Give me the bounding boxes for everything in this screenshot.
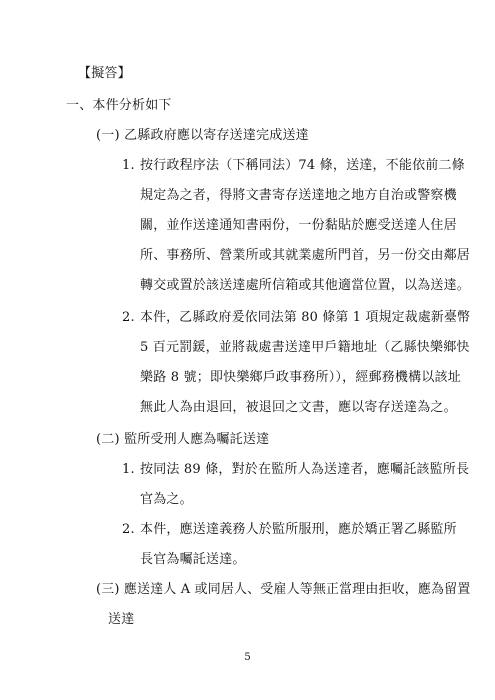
paragraph-line: 所、事務所、營業所或其就業處所門首，另一份交由鄰居: [140, 248, 471, 263]
subsection-title: (三) 應送達人 A 或同居人、受雇人等無正當理由拒收，應為留置: [96, 582, 471, 597]
paragraph-line: 按行政程序法（下稱同法）74 條，送達，不能依前二條: [140, 158, 465, 173]
paragraph-line: 官為之。: [140, 492, 193, 507]
paragraph-line: 本件，應送達義務人於監所服刑，應於矯正署乙縣監所: [140, 522, 457, 537]
answer-heading: 【擬答】: [78, 66, 131, 81]
subsection-title-continued: 送達: [108, 612, 135, 627]
paragraph-line: 本件，乙縣政府爰依同法第 80 條第 1 項規定裁處新臺幣: [140, 310, 471, 325]
paragraph-line: 長官為囑託送達。: [140, 552, 246, 567]
paragraph-line: 關，並作送達通知書兩份，一份黏貼於應受送達人住居: [140, 218, 457, 233]
paragraph-line: 轉交或置於該送達處所信箱或其他適當位置，以為送達。: [140, 278, 471, 293]
item-number: 1.: [122, 158, 135, 173]
paragraph-line: 無此人為由退回，被退回之文書，應以寄存送達為之。: [140, 400, 457, 415]
paragraph-line: 按同法 89 條，對於在監所人為送達者，應囑託該監所長: [140, 462, 470, 477]
subsection-title: (二) 監所受刑人應為囑託送達: [96, 432, 270, 447]
paragraph-line: 5 百元罰鍰，並將裁處書送達甲戶籍地址（乙縣快樂鄉快: [140, 340, 470, 355]
item-number: 1.: [122, 462, 135, 477]
paragraph-line: 規定為之者，得將文書寄存送達地之地方自治或警察機: [140, 188, 457, 203]
section-title: 一、本件分析如下: [66, 98, 172, 113]
item-number: 2.: [122, 522, 135, 537]
item-number: 2.: [122, 310, 135, 325]
paragraph-line: 樂路 8 號；即快樂鄉戶政事務所）），經郵務機構以該址: [140, 370, 461, 385]
page-number: 5: [244, 652, 251, 663]
subsection-title: (一) 乙縣政府應以寄存送達完成送達: [96, 128, 309, 143]
